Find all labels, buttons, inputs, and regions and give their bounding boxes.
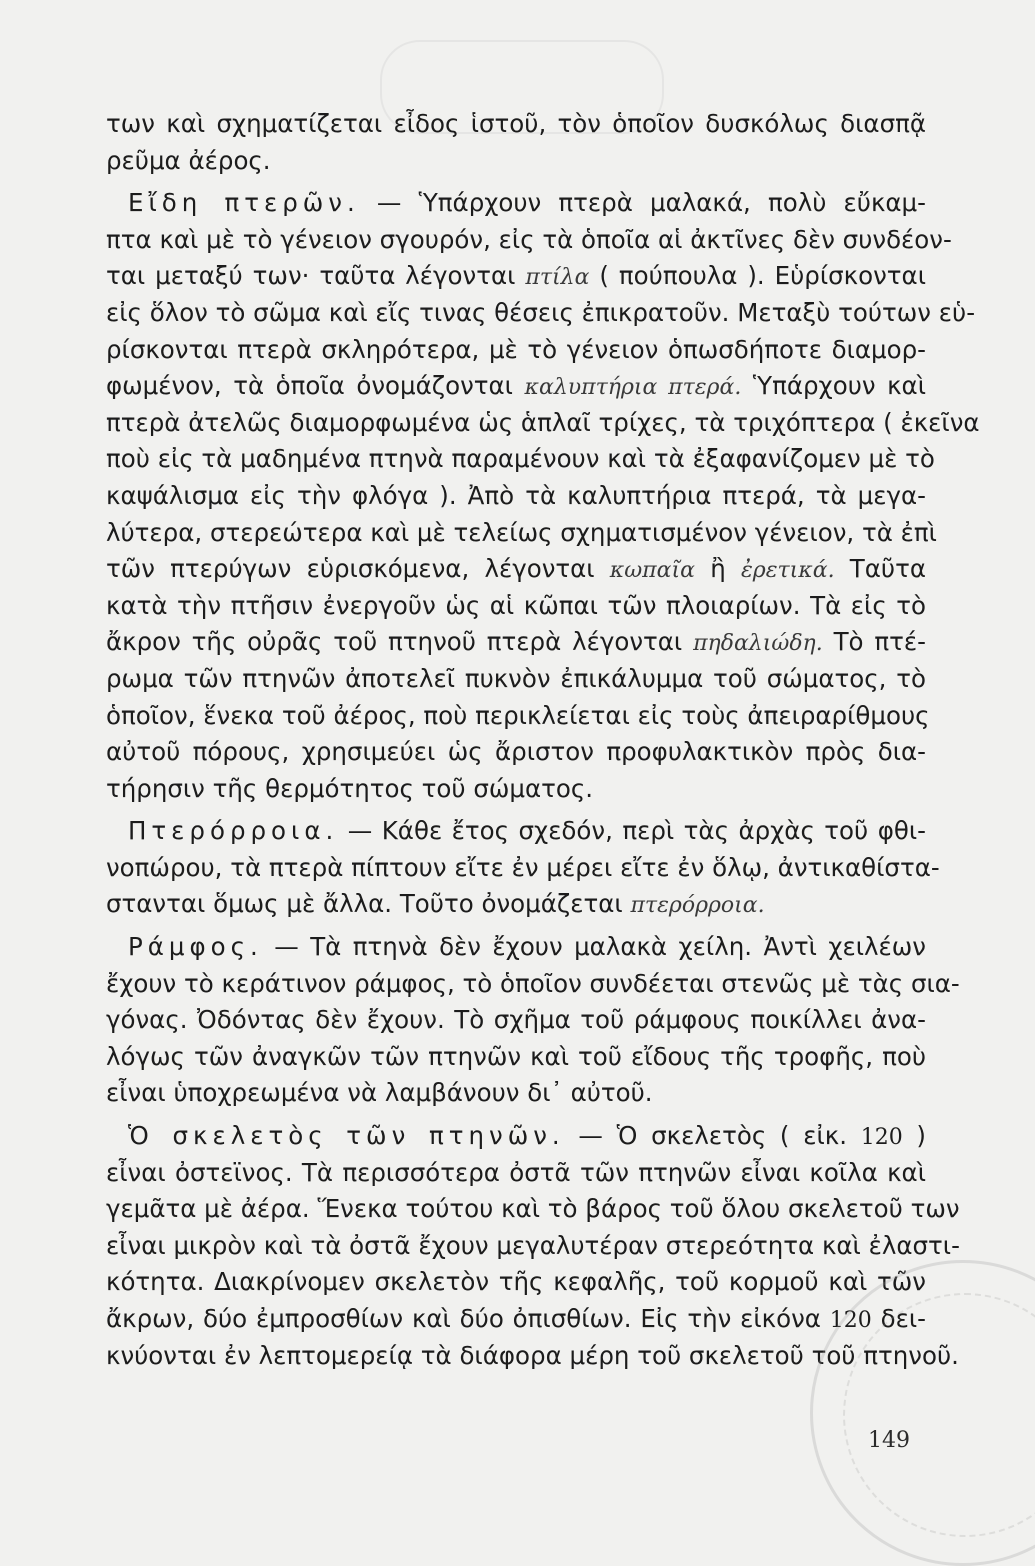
page-number: 149 [868, 1428, 910, 1453]
text-line [106, 1039, 926, 1076]
text-line [106, 551, 926, 588]
text-line [106, 106, 926, 143]
text-segment: εἶναι μικρὸν καὶ τὰ ὀστᾶ ἔχουν μεγαλυτέραν στερεότητα καὶ ἐλαστι- [106, 1230, 960, 1260]
section-heading: Ὁ σκελετὸς τῶν πτηνῶν. [128, 1121, 565, 1151]
text-segment: γεμᾶτα μὲ ἀέρα. Ἕνεκα τούτου καὶ τὸ βάρος τοῦ ὅλου σκελετοῦ των [106, 1194, 960, 1224]
text-line [106, 588, 926, 625]
text-segment: — Τὰ πτηνὰ δὲν ἔχουν μαλακὰ χείλη. Ἀντὶ χειλέων [262, 932, 926, 962]
text-line [106, 258, 926, 295]
text-segment: ρεῦμα ἀέρος. [106, 145, 271, 175]
text-segment: κατὰ τὴν πτῆσιν ἐνεργοῦν ὡς αἱ κῶπαι τῶν πλοιαρίων. Τὰ εἰς τὸ [106, 590, 926, 620]
text-segment: ἄκρων, δύο ἐμπροσθίων καὶ δύο ὀπισθίων. Εἰς τὴν εἰκόνα [106, 1304, 830, 1333]
italic-term: καλυπτήρια πτερά. [524, 375, 742, 401]
text-segment: Ὑπάρχουν καὶ [741, 371, 926, 401]
text-line [106, 222, 952, 259]
section-heading: Ράμφος. [128, 932, 263, 962]
text-line [106, 1002, 926, 1039]
text-segment: αὐτοῦ πόρους, χρησιμεύει ὡς ἄριστον προφυλακτικὸν πρὸς δια- [106, 737, 926, 767]
text-segment: πτερὰ ἀτελῶς διαμορφωμένα ὡς ἁπλαῖ τρίχες, τὰ τριχόπτερα ( ἐκεῖνα [106, 407, 980, 437]
text-line [106, 966, 960, 1003]
text-segment: εἰς ὅλον τὸ σῶμα καὶ εἴς τινας θέσεις ἐπικρατοῦν. Μεταξὺ τούτων εὑ- [106, 297, 976, 327]
text-line [106, 515, 937, 552]
italic-term: ἐρετικά. [740, 558, 835, 584]
section-heading: Εἴδη πτερῶν. [128, 188, 360, 218]
text-segment: ρίσκονται πτερὰ σκληρότερα, μὲ τὸ γένειον ὁπωσδήποτε διαμορ- [106, 334, 926, 364]
text-line [106, 441, 935, 478]
text-line [106, 478, 926, 515]
text-line [106, 295, 976, 332]
text-line [106, 405, 980, 442]
text-segment: κνύονται ἐν λεπτομερείᾳ τὰ διάφορα μέρη τοῦ σκελετοῦ τοῦ πτηνοῦ. [106, 1340, 959, 1370]
text-line [106, 1301, 926, 1338]
text-segment: ) [902, 1121, 926, 1151]
text-segment: φωμένον, τὰ ὁποῖα ὀνομάζονται [106, 371, 525, 401]
text-segment: ὁποῖον, ἕνεκα τοῦ ἀέρος, ποὺ περικλείεται εἰς τοὺς ἀπειραρίθμους [106, 700, 930, 730]
text-segment: ρωμα τῶν πτηνῶν ἀποτελεῖ πυκνὸν ἐπικάλυμμα τοῦ σώματος, τὸ [106, 663, 926, 693]
text-segment: εἶναι ὑποχρεωμένα νὰ λαμβάνουν δι᾽ αὐτοῦ. [106, 1078, 653, 1108]
text-line [106, 624, 926, 661]
italic-term: πτερόρροια. [630, 893, 765, 919]
italic-term: κωπαῖα [609, 558, 695, 584]
text-segment: ( πούπουλα ). Εὑρίσκονται [589, 261, 926, 291]
text-line [106, 850, 940, 887]
text-segment: εἶναι ὀστεϊνος. Τὰ περισσότερα ὀστᾶ τῶν πτηνῶν εἶναι κοῖλα καὶ [106, 1157, 926, 1187]
text-segment: πτα καὶ μὲ τὸ γένειον σγουρόν, εἰς τὰ ὁποῖα αἱ ἀκτῖνες δὲν συνδέον- [106, 224, 952, 254]
text-segment: καψάλισμα εἰς τὴν φλόγα ). Ἀπὸ τὰ καλυπτήρια πτερά, τὰ μεγα- [106, 480, 926, 510]
text-segment: Ταῦτα [834, 554, 926, 584]
text-segment: ται μεταξύ των· ταῦτα λέγονται [106, 261, 526, 291]
text-segment: τῶν πτερύγων εὑρισκόμενα, λέγονται [106, 554, 610, 584]
text-line [106, 886, 926, 923]
text-line [106, 143, 926, 180]
text-segment: δει- [871, 1304, 927, 1333]
body-text [106, 106, 980, 1374]
text-line [106, 368, 926, 405]
text-segment: 120 [829, 1308, 872, 1333]
text-segment: ἄκρον τῆς οὐρᾶς τοῦ πτηνοῦ πτερὰ λέγονται [106, 627, 694, 657]
text-line [106, 185, 926, 222]
text-line [106, 1118, 926, 1155]
text-segment: των καὶ σχηματίζεται εἶδος ἱστοῦ, τὸν ὁποῖον δυσκόλως διασπᾷ [106, 109, 926, 138]
italic-term: πτίλα [525, 265, 590, 291]
text-segment: νοπώρου, τὰ πτερὰ πίπτουν εἴτε ἐν μέρει εἴτε ἐν ὅλῳ, ἀντικαθίστα- [106, 852, 940, 882]
text-line [106, 1264, 926, 1301]
text-segment: ἢ [694, 554, 741, 584]
text-segment: Τὸ πτέ- [822, 627, 926, 657]
text-line [106, 1075, 926, 1112]
text-line [106, 1338, 959, 1375]
text-segment: λύτερα, στερεώτερα καὶ μὲ τελείως σχηματισμένον γένειον, τὰ ἐπὶ [106, 517, 937, 547]
text-segment: λόγως τῶν ἀναγκῶν τῶν πτηνῶν καὶ τοῦ εἴδους τῆς τροφῆς, ποὺ [106, 1041, 926, 1071]
text-segment: — Κάθε ἔτος σχεδόν, περὶ τὰς ἀρχὰς τοῦ φθι- [338, 816, 926, 846]
section-heading: Πτερόρροια. [128, 816, 339, 846]
text-line [106, 332, 926, 369]
text-line [106, 734, 926, 771]
text-line [106, 929, 926, 966]
text-line [106, 771, 926, 808]
text-segment: — Ὁ σκελετὸς ( εἰκ. [564, 1121, 861, 1151]
text-line [106, 1155, 926, 1192]
text-segment: — Ὑπάρχουν πτερὰ μαλακά, πολὺ εὔκαμ- [359, 188, 926, 218]
text-segment: ποὺ εἰς τὰ μαδημένα πτηνὰ παραμένουν καὶ τὰ ἐξαφανίζομεν μὲ τὸ [106, 444, 935, 474]
text-segment: ἔχουν τὸ κεράτινον ράμφος, τὸ ὁποῖον συνδέεται στενῶς μὲ τὰς σια- [106, 968, 960, 998]
text-line [106, 698, 930, 735]
text-line [106, 1228, 960, 1265]
italic-term: πηδαλιώδη. [693, 631, 823, 657]
text-line [106, 661, 926, 698]
text-segment: γόνας. Ὀδόντας δὲν ἔχουν. Τὸ σχῆμα τοῦ ράμφους ποικίλλει ἀνα- [106, 1005, 926, 1035]
text-line [106, 813, 926, 850]
text-line [106, 1191, 960, 1228]
text-segment: τήρησιν τῆς θερμότητος τοῦ σώματος. [106, 773, 594, 803]
text-segment: κότητα. Διακρίνομεν σκελετὸν τῆς κεφαλῆς, τοῦ κορμοῦ καὶ τῶν [106, 1267, 926, 1297]
text-segment: 120 [860, 1125, 903, 1151]
text-segment: στανται ὅμως μὲ ἄλλα. Τοῦτο ὀνομάζεται [106, 889, 631, 919]
